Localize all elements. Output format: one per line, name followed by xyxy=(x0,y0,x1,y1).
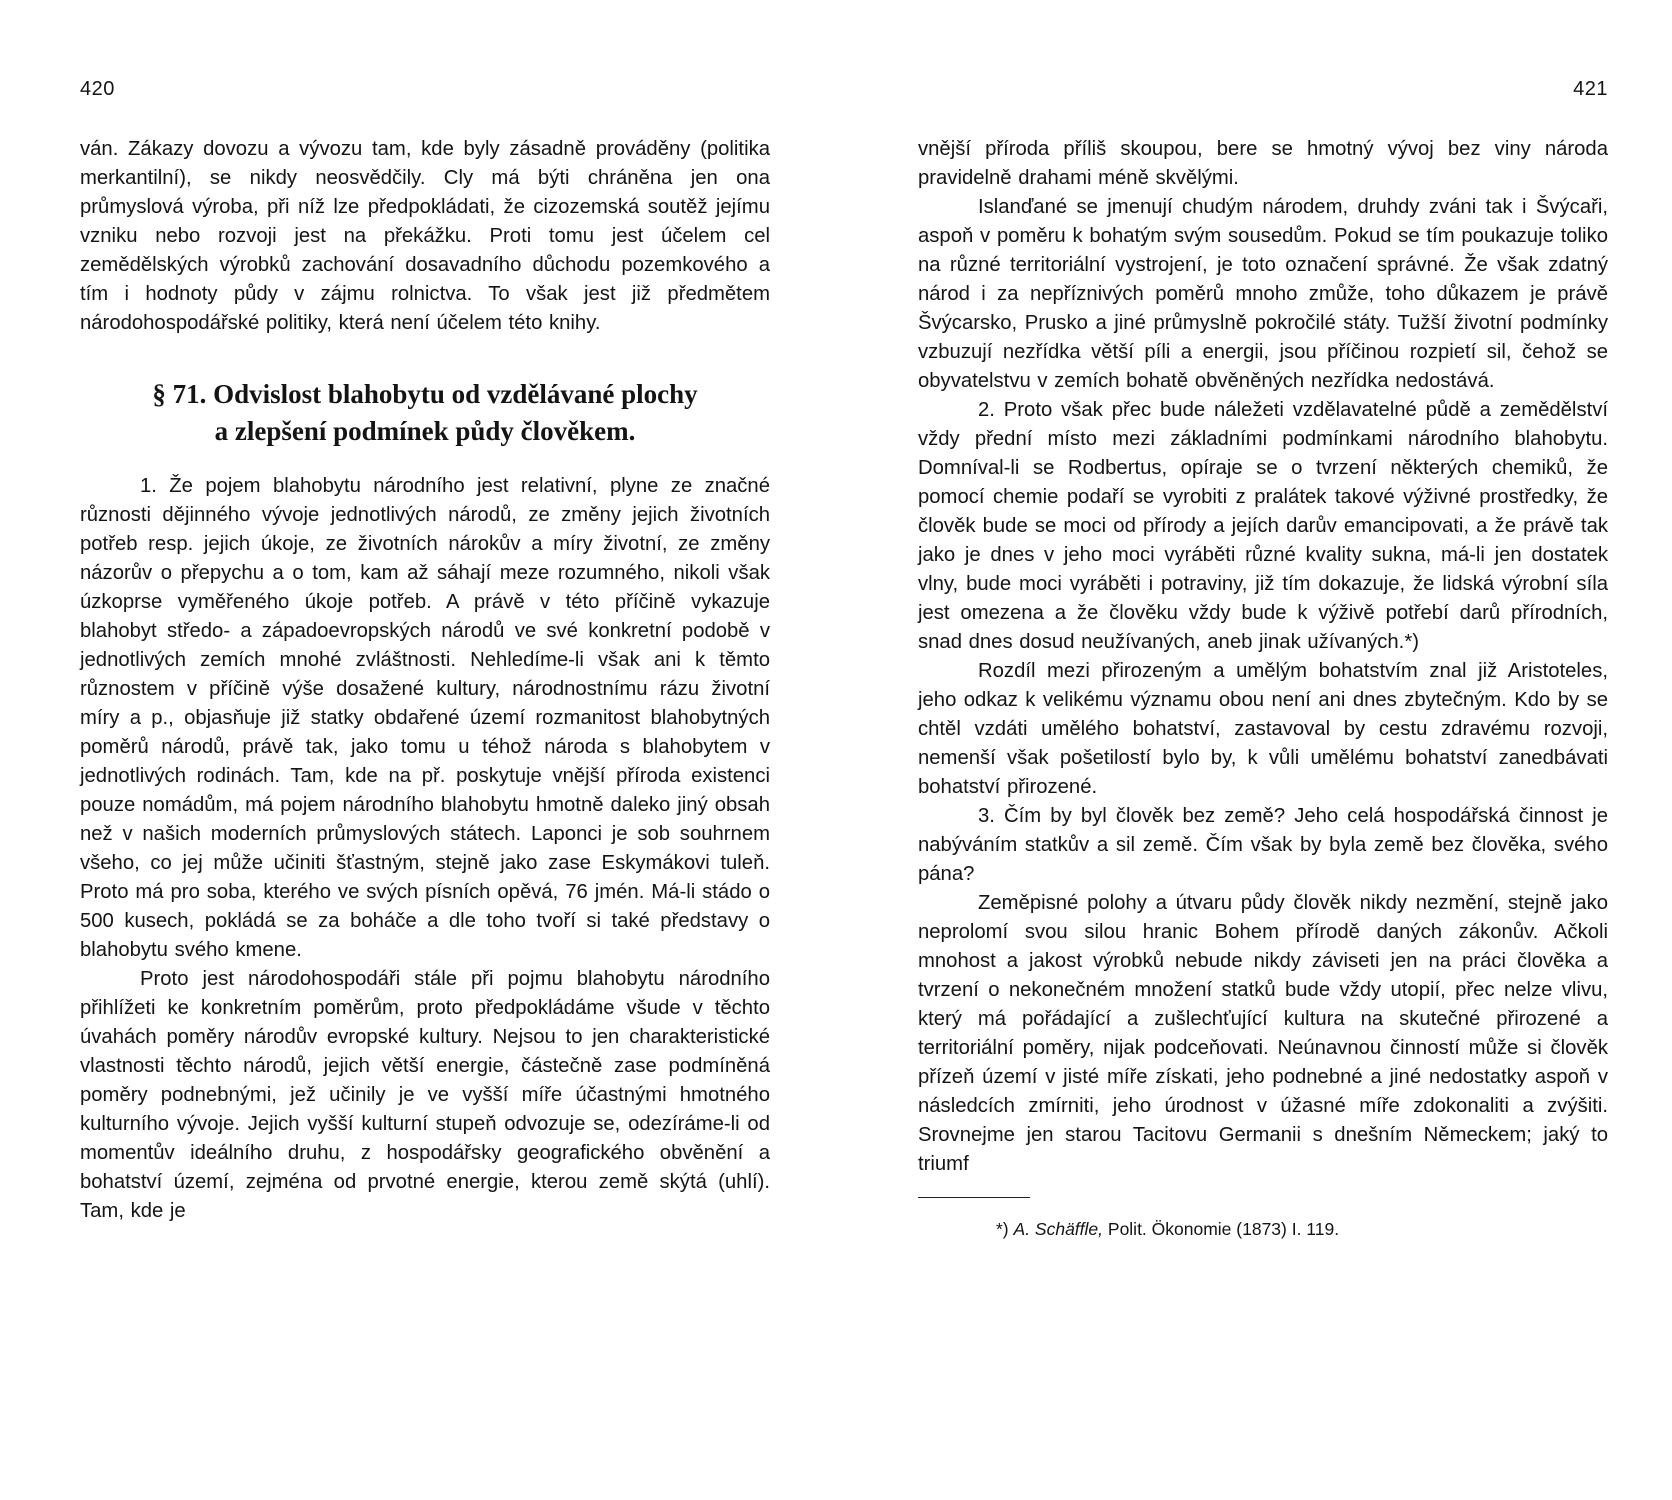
paragraph: 3. Čím by byl člověk bez země? Jeho celá hospodářská činnost je nabýváním statkův a sil země. Čím však by byla země bez člověka, svého pána? xyxy=(918,805,1608,885)
paragraph: ván. Zákazy dovozu a vývozu tam, kde byly zásadně prováděny (politika merkantilní), se nikdy neosvědčily. Cly má býti chráněna jen ona průmyslová výroba, při níž lze předpokládati, že cizozemská soutěž jejímu vzniku nebo rozvoji jest na překážku. Proti tomu jest účelem cel zemědělských výrobků zachování dosavadního důchodu pozemkového a tím i hodnoty půdy v zájmu rolnictva. To však jest již předmětem národohospodářské politiky, která není účelem této knihy. xyxy=(80,138,770,334)
heading-line: a zlepšení podmínek půdy člověkem. xyxy=(214,416,636,446)
section-heading xyxy=(80,376,770,450)
paragraph: Islanďané se jmenují chudým národem, druhdy zváni tak i Švýcaři, aspoň v poměru k bohatým svým sousedům. Pokud se tím poukazuje toliko na různé territoriální vystrojení, je toto označení správné. Že však zdatný národ i za nepříznivých poměrů mnoho zmůže, toho důkazem je právě Švýcarsko, Prusko a jiné průmyslně pokročilé státy. Tužší životní podmínky vzbuzují nezřídka větší píli a energii, jsou příčinou rozpietí sil, čehož se obyvatelstvu v zemích bohatě obvěněných nezřídka nedostává. xyxy=(918,196,1608,392)
footnote-author: A. Schäffle, xyxy=(1013,1219,1104,1239)
footnote-divider xyxy=(918,1197,1030,1198)
page-text xyxy=(80,135,770,1226)
right-page xyxy=(918,0,1608,1500)
paragraph: Rozdíl mezi přirozeným a umělým bohatstvím znal již Aristoteles, jeho odkaz k velikému významu obou není ani dnes zbytečným. Kdo by se chtěl vzdáti umělého bohatství, zastavoval by cestu zdravému rozvoji, nemenší však pošetilostí bylo by, k vůli umělému bohatství zanedbávati bohatství přirozené. xyxy=(918,660,1608,798)
footnote-marker: *) xyxy=(996,1219,1009,1239)
heading-line: § 71. Odvislost blahobytu od vzdělávané plochy xyxy=(152,379,698,409)
paragraph: 2. Proto však přec bude náležeti vzdělavatelné půdě a zemědělství vždy přední místo mezi základními podmínkami národního blahobytu. Domníval-li se Rodbertus, opíraje se o tvrzení některých chemiků, že pomocí chemie podaří se vyrobiti z pralátek takové výživné prostředky, že člověk bude se moci od přírody a jejích darův emancipovati, a že právě tak jako je dnes v jeho moci vyráběti různé kvality sukna, má-li jen dostatek vlny, bude moci vyráběti i potraviny, již tím dokazuje, že lidská výrobní síla jest omezena a že člověku vždy bude k výživě potřebí darů přírodních, snad dnes dosud neužívaných, aneb jinak užívaných.*) xyxy=(918,399,1608,653)
paragraph: Proto jest národohospodáři stále při pojmu blahobytu národního přihlížeti ke konkretním poměrům, proto předpokládáme všude v těchto úvahách poměry národův evropské kultury. Nejsou to jen charakteristické vlastnosti těchto národů, jejich větší energie, částečně zase podmíněná poměry podnebnými, jež učinily je ve vyšší míře účastnými hmotného kulturního vývoje. Jejich vyšší kulturní stupeň odvozuje se, odezíráme-li od momentův ideálního druhu, z hospodářsky geografického obvěnění a bohatství území, zejména od prvotné energie, kterou země skýtá (uhlí). Tam, kde je xyxy=(80,968,770,1222)
page-number: 420 xyxy=(80,78,115,100)
paragraph: Zeměpisné polohy a útvaru půdy člověk nikdy nezmění, stejně jako neprolomí svou silou hranic Bohem přírodě daných zákonův. Ačkoli mnohost a jakost výrobků nebude nikdy záviseti jen na práci člověka a tvrzení o nekonečném množení statků bude vždy utopií, přec nelze vlivu, který má pořádající a zušlechťující kultura na skutečné přirozené a territoriální poměry, nijak podceňovati. Neúnavnou činností může si člověk přízeň území v jisté míře získati, jeho podnebné a jiné nedostatky aspoň v následcích zmírniti, jeho úrodnost v úžasné míře zdokonaliti a zvýšiti. Srovnejme jen starou Tacitovu Germanii s dnešním Německem; jaký to triumf xyxy=(918,892,1608,1175)
left-page xyxy=(80,0,770,1500)
page-number: 421 xyxy=(1573,78,1608,100)
footnote xyxy=(918,1218,1608,1240)
page-text xyxy=(918,135,1608,1240)
paragraph: vnější příroda příliš skoupou, bere se hmotný vývoj bez viny národa pravidelně drahami méně skvělými. xyxy=(918,138,1608,189)
paragraph: 1. Že pojem blahobytu národního jest relativní, plyne ze značné různosti dějinného vývoje jednotlivých národů, ze změny jejich životních potřeb resp. jejich úkoje, ze životních nárokův a míry životní, ze změny názorův o přepychu a o tom, kam až sáhají meze rozumného, nikoli však úzkoprse vyměřeného úkoje potřeb. A právě v této příčině vykazuje blahobyt středo- a západoevropských národů ve své konkretní podobě v jednotlivých zemích mnohé zvláštnosti. Nehledíme-li však ani k těmto různostem v příčině výše dosažené kultury, národnostnímu rázu životní míry a p., objasňuje již statky obdařené území rozmanitost blahobytných poměrů národů, právě tak, jako tomu u téhož národa s blahobytem v jednotlivých rodinách. Tam, kde na př. poskytuje vnější příroda existenci pouze nomádům, má pojem národního blahobytu hmotně daleko jiný obsah než v našich moderních průmyslových státech. Laponci je sob souhrnem všeho, co jej může učiniti šťastným, stejně jako zase Eskymákovi tuleň. Proto má pro soba, kterého ve svých písních opěvá, 76 jmén. Má-li stádo o 500 kusech, pokládá se za boháče a dle toho tvoří si také představy o blahobytu svého kmene. xyxy=(80,475,770,961)
footnote-citation: Polit. Ökonomie (1873) I. 119. xyxy=(1107,1219,1340,1239)
